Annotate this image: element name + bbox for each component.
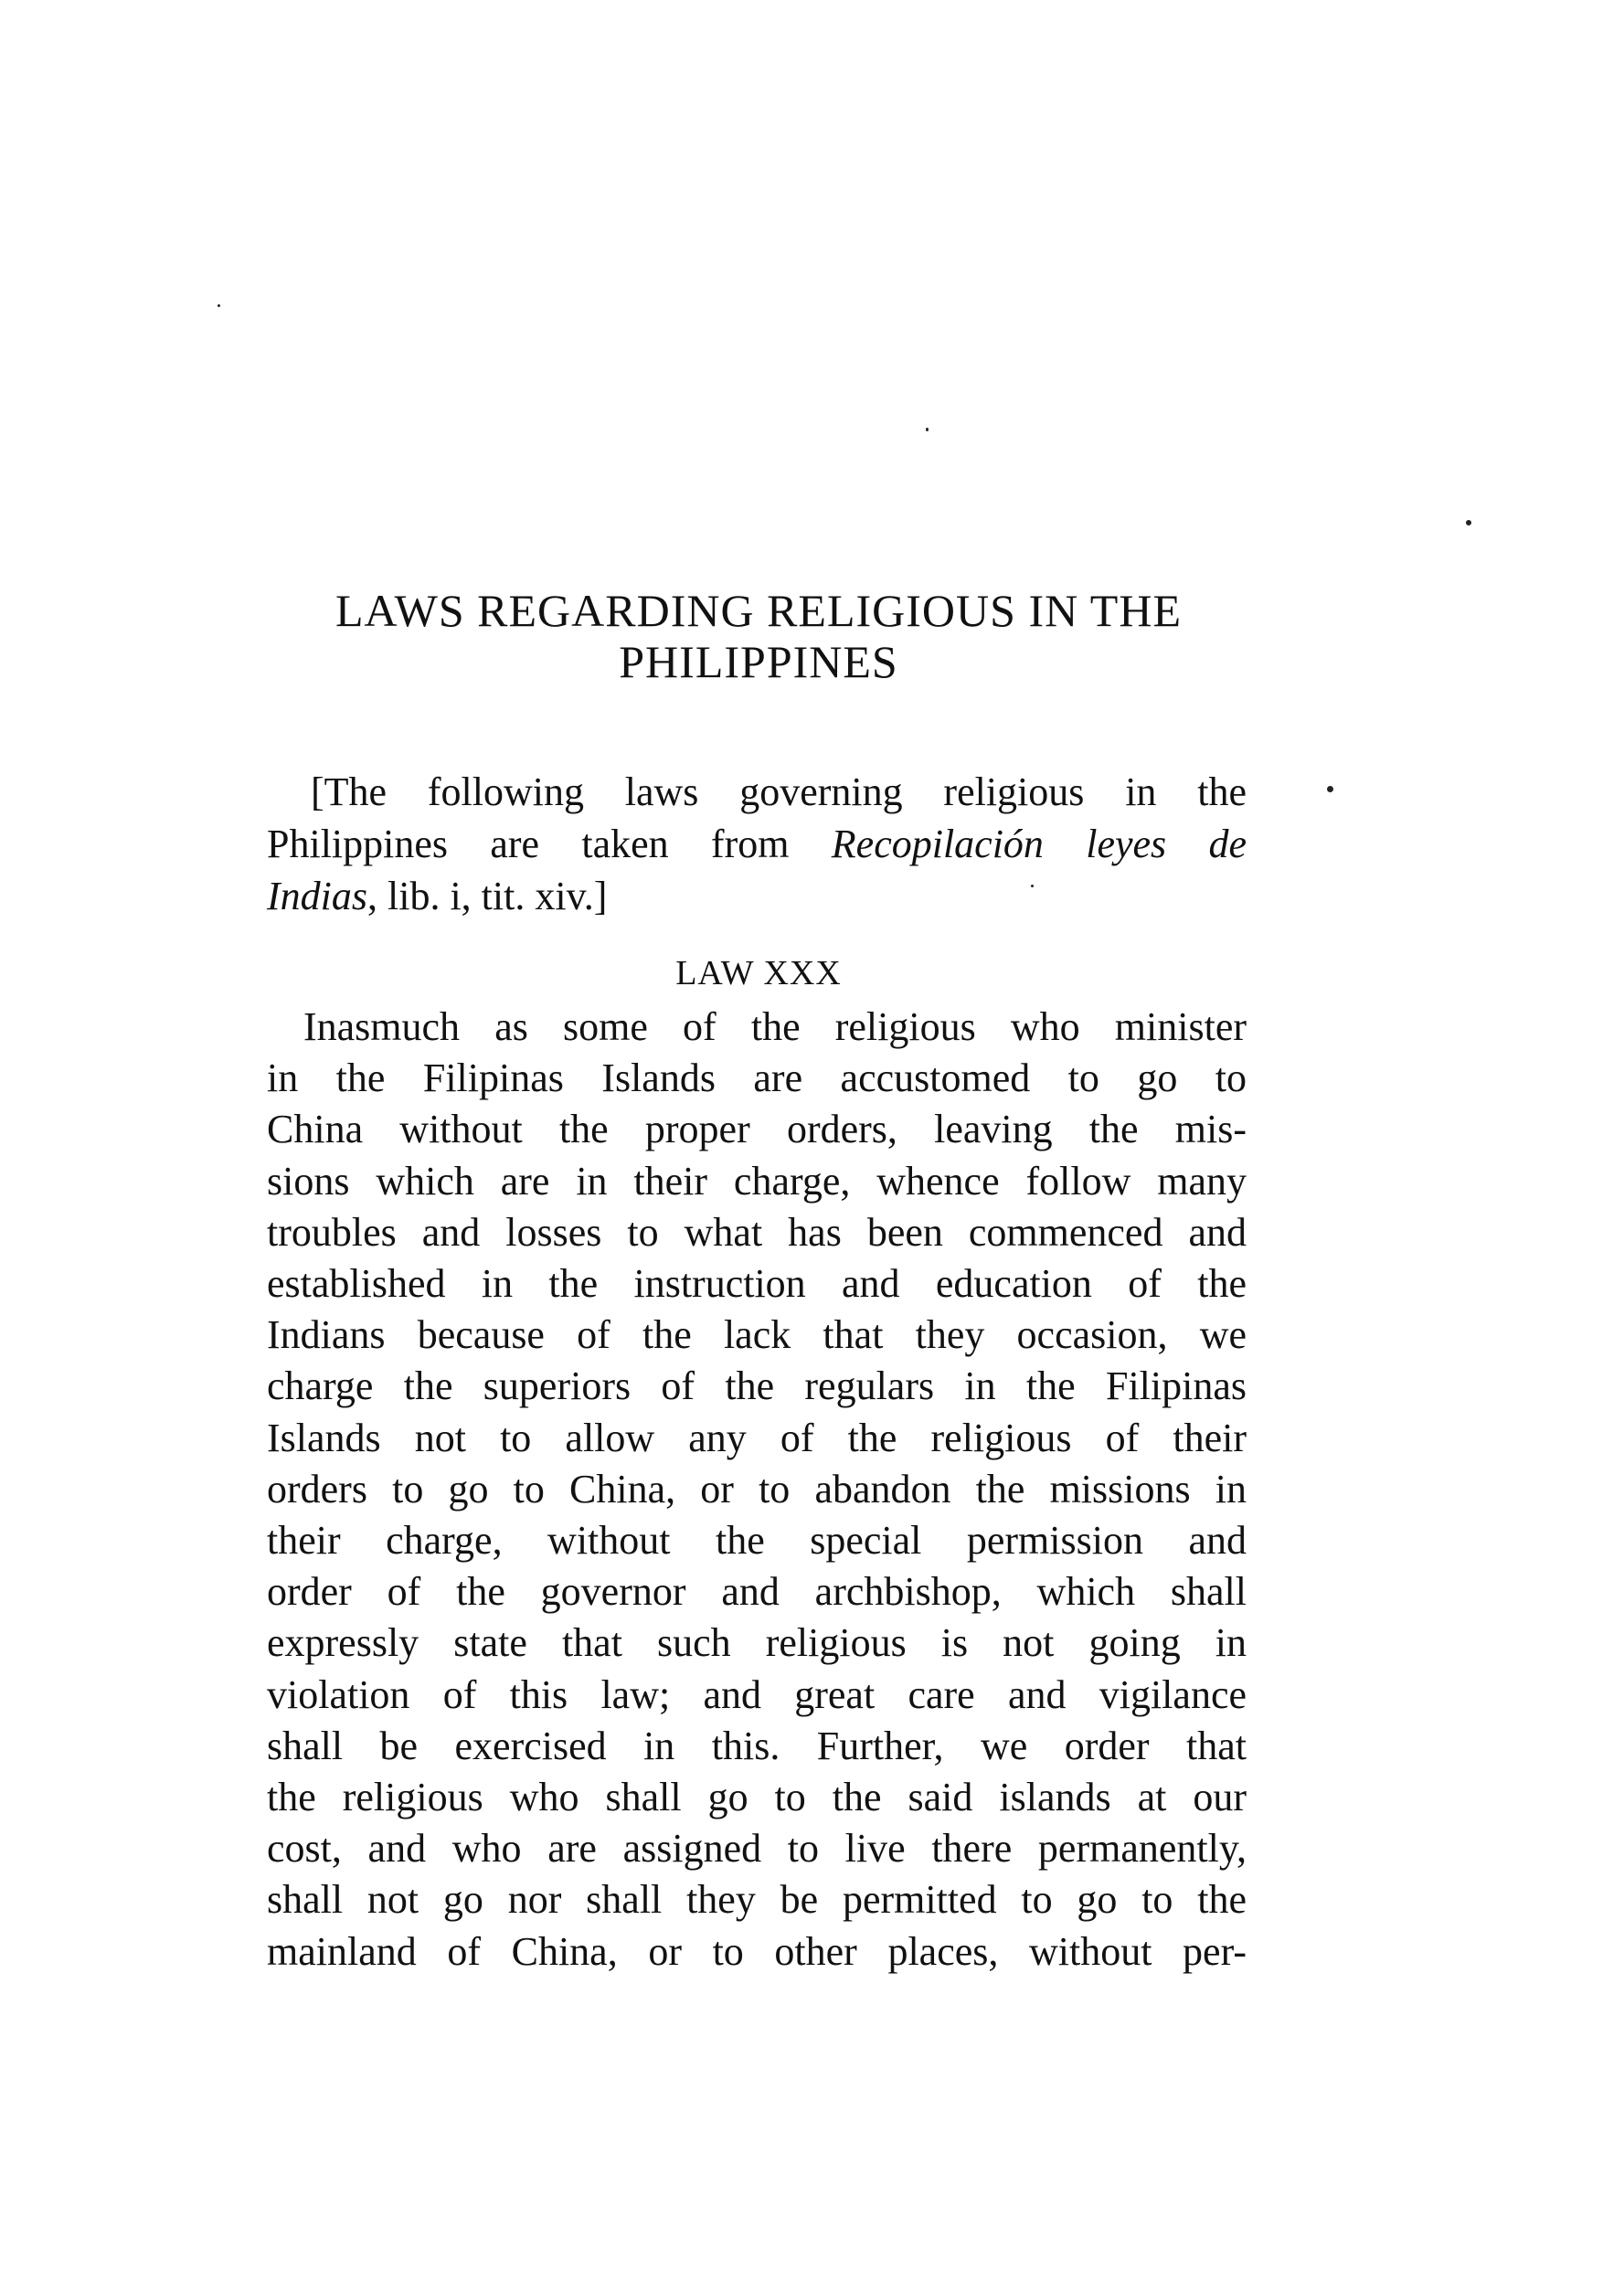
scan-speck [1327,786,1333,792]
law-text [267,1002,1247,1978]
law-text-line: troubles and losses to what has been commenced and [267,1209,1247,1255]
law-text-line: Islands not to allow any of the religious of their [267,1415,1247,1460]
law-text-line: the religious who shall go to the said islands at our [267,1775,1247,1820]
page-title-line-1: LAWS REGARDING RELIGIOUS IN THE [335,585,1182,636]
law-text-line: their charge, without the special permission and [267,1518,1247,1564]
law-text-line: sions which are in their charge, whence follow many [267,1158,1247,1204]
law-text-line: mainland of China, or to other places, without per- [267,1928,1247,1974]
work-title-italic: Recopilación leyes de [831,822,1247,866]
law-text-line: shall be exercised in this. Further, we order that [267,1723,1247,1768]
editorial-note [267,766,1247,922]
law-text-line: expressly state that such religious is not going in [267,1620,1247,1666]
law-text-line: cost, and who are assigned to live there permanently, [267,1826,1247,1872]
law-text-line: charge the superiors of the regulars in the Filipinas [267,1363,1247,1409]
law-text-line: order of the governor and archbishop, which shall [267,1569,1247,1615]
law-text-line: Inasmuch as some of the religious who minister [303,1004,1247,1049]
scan-speck [926,428,929,431]
law-text-line: established in the instruction and education of the [267,1261,1247,1307]
law-text-line: shall not go nor shall they be permitted to go to the [267,1877,1247,1923]
work-title-italic: Indias [267,874,367,918]
law-text-line: in the Filipinas Islands are accustomed to go to [267,1055,1247,1101]
editorial-note-line: [The following laws governing religious in the [311,769,1247,814]
scan-speck [1466,520,1471,525]
law-text-line: Indians because of the lack that they occasion, we [267,1312,1247,1358]
page-title-line-2: PHILIPPINES [619,636,898,687]
law-text-line: violation of this law; and great care and vigilance [267,1671,1247,1717]
editorial-note-line: Indias, lib. i, tit. xiv.] [267,874,608,918]
scan-speck [218,304,220,307]
section-heading: LAW XXX [675,954,842,992]
law-text-line: orders to go to China, or to abandon the missions in [267,1466,1247,1512]
page-title [265,585,1252,687]
law-text-line: China without the proper orders, leaving the mis- [267,1107,1247,1152]
editorial-note-line: Philippines are taken from Recopilación leyes de [267,822,1247,866]
